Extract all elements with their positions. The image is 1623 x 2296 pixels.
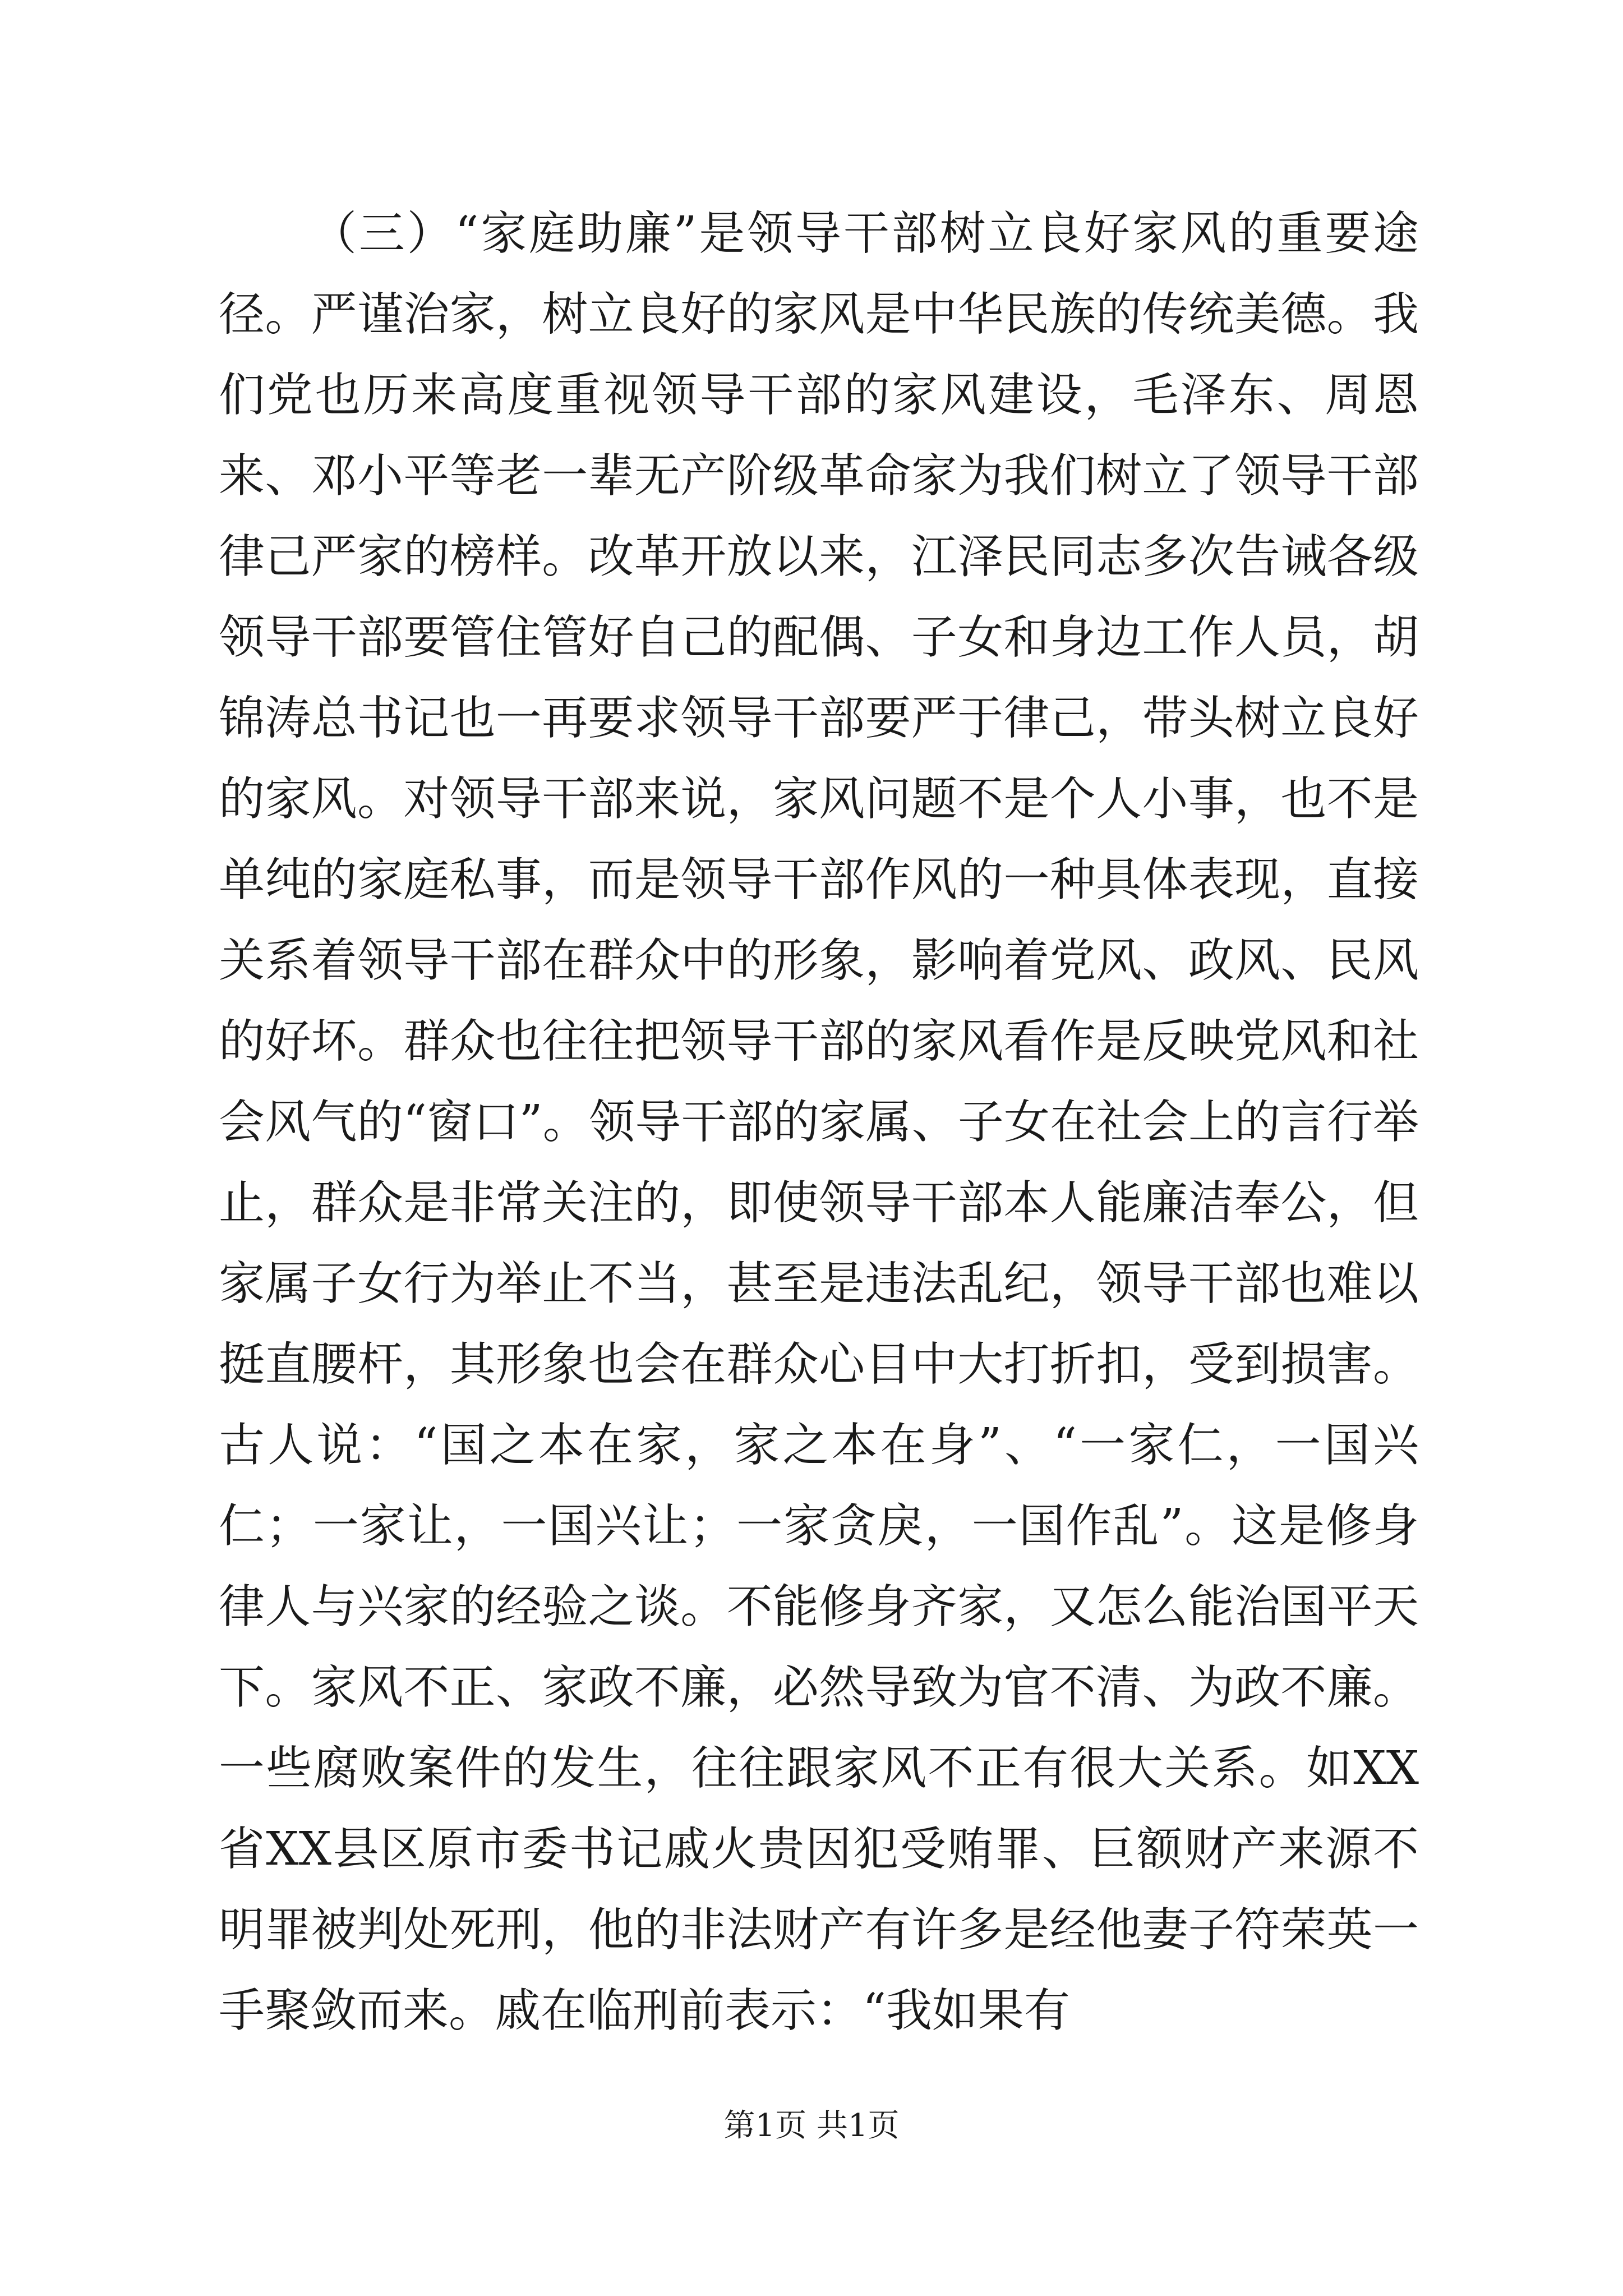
document-body [219,194,1419,2051]
page-footer: 第1页 共1页 [723,2108,900,2144]
body-paragraph: （三）“家庭助廉”是领导干部树立良好家风的重要途径。严谨治家，树立良好的家风是中华民族的传统美德。我们党也历来高度重视领导干部的家风建设，毛泽东、周恩来、邓小平等老一辈无产阶级革命家为我们树立了领导干部律己严家的榜样。改革开放以来，江泽民同志多次告诫各级领导干部要管住管好自己的配偶、子女和身边工作人员，胡锦涛总书记也一再要求领导干部要严于律己，带头树立良好的家风。对领导干部来说，家风问题不是个人小事，也不是单纯的家庭私事，而是领导干部作风的一种具体表现，直接关系着领导干部在群众中的形象，影响着党风、政风、民风的好坏。群众也往往把领导干部的家风看作是反映党风和社会风气的“窗口”。领导干部的家属、子女在社会上的言行举止，群众是非常关注的，即使领导干部本人能廉洁奉公，但家属子女行为举止不当，甚至是违法乱纪，领导干部也难以挺直腰杆，其形象也会在群众心目中大打折扣，受到损害。古人说：“国之本在家，家之本在身”、“一家仁，一国兴仁；一家让，一国兴让；一家贪戾，一国作乱”。这是修身律人与兴家的经验之谈。不能修身齐家，又怎么能治国平天下。家风不正、家政不廉，必然导致为官不清、为政不廉。一些腐败案件的发生，往往跟家风不正有很大关系。如XX省XX县区原市委书记戚火贵因犯受贿罪、巨额财产来源不明罪被判处死刑，他的非法财产有许多是经他妻子符荣英一手聚敛而来。戚在临刑前表示：“我如果有 [219,207,1419,2037]
